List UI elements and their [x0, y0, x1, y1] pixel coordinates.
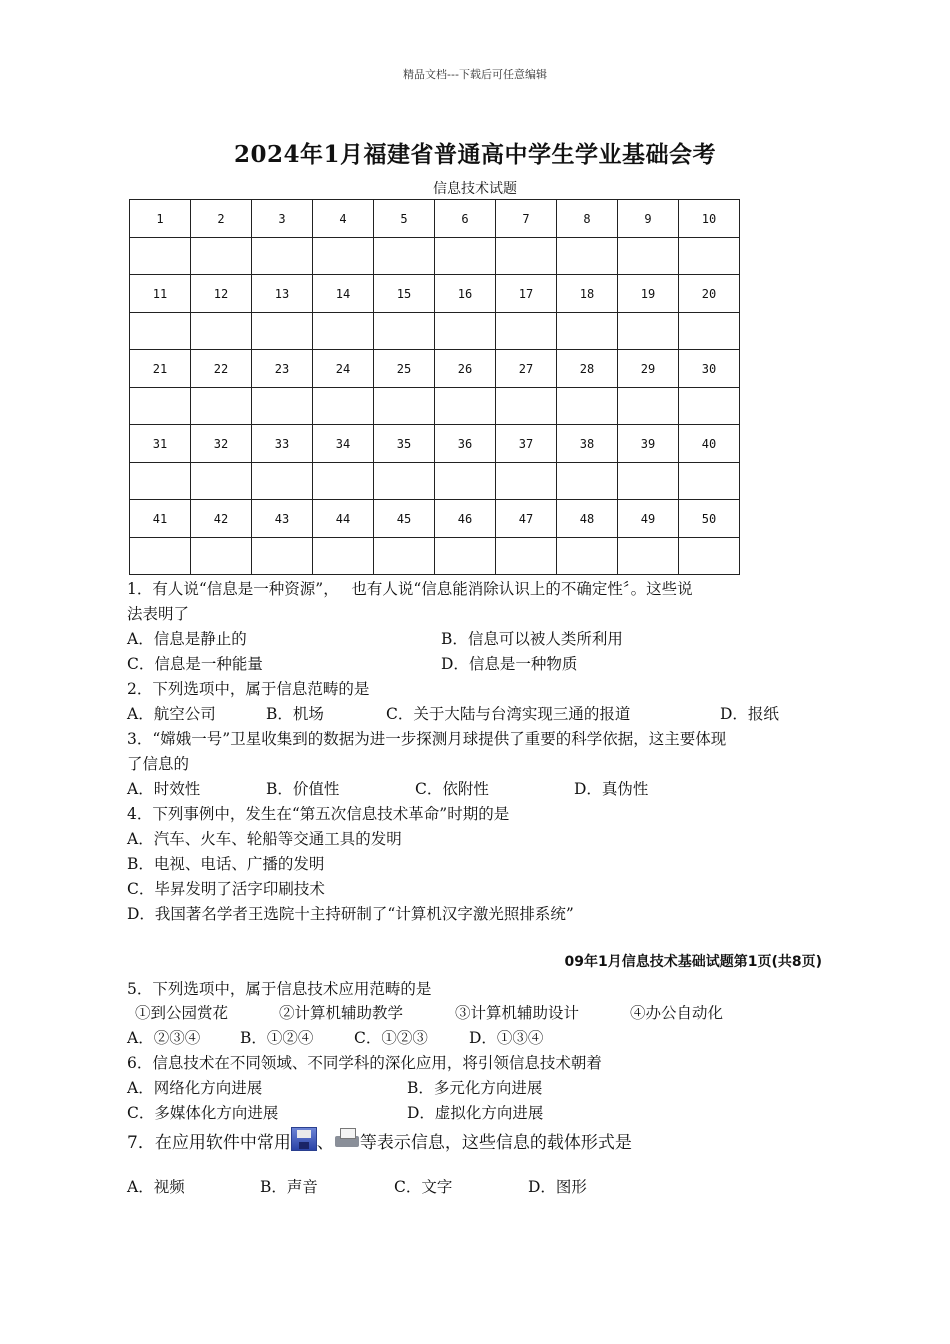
q5-option-d: D．①③④ [469, 1029, 544, 1047]
grid-question-number: 46 [435, 500, 496, 538]
q4-option-a: A．汽车、火车、轮船等交通工具的发明 [127, 830, 402, 848]
q4-stem: 4．下列事例中，发生在“第五次信息技术革命”时期的是 [127, 805, 510, 823]
print-icon [334, 1127, 360, 1151]
q5-option-c: C．①②③ [354, 1029, 428, 1047]
grid-question-number: 39 [618, 425, 679, 463]
grid-question-number: 47 [496, 500, 557, 538]
grid-answer-cell[interactable] [191, 538, 252, 575]
q3-option-c: C．依附性 [415, 780, 489, 798]
grid-question-number: 6 [435, 200, 496, 238]
grid-question-number: 41 [130, 500, 191, 538]
grid-question-number: 31 [130, 425, 191, 463]
grid-question-number: 12 [191, 275, 252, 313]
grid-answer-cell[interactable] [252, 463, 313, 500]
grid-question-number: 14 [313, 275, 374, 313]
grid-question-number: 24 [313, 350, 374, 388]
grid-question-number: 20 [679, 275, 740, 313]
grid-answer-cell[interactable] [191, 313, 252, 350]
q6-stem: 6．信息技术在不同领域、不同学科的深化应用，将引领信息技术朝着 [127, 1054, 602, 1072]
grid-answer-cell[interactable] [557, 388, 618, 425]
grid-number-row [130, 500, 740, 538]
grid-question-number: 22 [191, 350, 252, 388]
grid-question-number: 2 [191, 200, 252, 238]
grid-answer-cell[interactable] [557, 538, 618, 575]
q1-stem-line2: 法表明了 [127, 605, 190, 623]
q6-option-a: A．网络化方向进展 [127, 1079, 263, 1097]
q2-option-a: A．航空公司 [127, 705, 216, 723]
grid-question-number: 16 [435, 275, 496, 313]
grid-answer-cell[interactable] [130, 313, 191, 350]
grid-answer-cell[interactable] [374, 313, 435, 350]
q7-stem [127, 1127, 632, 1153]
grid-answer-cell[interactable] [191, 238, 252, 275]
grid-answer-cell[interactable] [496, 538, 557, 575]
grid-question-number: 4 [313, 200, 374, 238]
grid-question-number: 21 [130, 350, 191, 388]
grid-question-number: 18 [557, 275, 618, 313]
grid-question-number: 3 [252, 200, 313, 238]
save-icon [291, 1127, 317, 1151]
grid-answer-cell[interactable] [679, 463, 740, 500]
q4-option-c: C．毕昇发明了活字印刷技术 [127, 880, 325, 898]
grid-answer-row [130, 538, 740, 575]
grid-answer-cell[interactable] [557, 238, 618, 275]
grid-question-number: 27 [496, 350, 557, 388]
grid-number-row [130, 200, 740, 238]
grid-answer-cell[interactable] [618, 388, 679, 425]
grid-answer-row [130, 388, 740, 425]
q7-option-c: C．文字 [394, 1178, 453, 1196]
grid-question-number: 29 [618, 350, 679, 388]
q2-stem: 2．下列选项中，属于信息范畴的是 [127, 680, 370, 698]
grid-answer-cell[interactable] [374, 388, 435, 425]
grid-question-number: 37 [496, 425, 557, 463]
grid-answer-cell[interactable] [435, 388, 496, 425]
grid-answer-cell[interactable] [618, 538, 679, 575]
answer-grid-body [130, 200, 740, 575]
q5-item-4: ④办公自动化 [630, 1004, 724, 1022]
grid-answer-cell[interactable] [435, 238, 496, 275]
grid-answer-cell[interactable] [679, 388, 740, 425]
grid-question-number: 33 [252, 425, 313, 463]
q4-option-d: D．我国著名学者王选院十主持研制了“计算机汉字激光照排系统” [127, 905, 574, 923]
grid-answer-cell[interactable] [130, 388, 191, 425]
grid-question-number: 9 [618, 200, 679, 238]
grid-answer-cell[interactable] [435, 313, 496, 350]
page-footer: 09年1月信息技术基础试题第1页(共8页) [564, 954, 822, 970]
grid-question-number: 35 [374, 425, 435, 463]
grid-answer-cell[interactable] [374, 238, 435, 275]
grid-answer-cell[interactable] [679, 538, 740, 575]
q6-option-b: B．多元化方向进展 [407, 1079, 543, 1097]
q7-stem-separator: 、 [316, 1133, 334, 1153]
q6-option-c: C．多媒体化方向进展 [127, 1104, 279, 1122]
grid-answer-cell[interactable] [679, 313, 740, 350]
q3-option-b: B．价值性 [266, 780, 340, 798]
answer-grid [129, 199, 740, 575]
q5-item-1: ①到公园赏花 [135, 1004, 229, 1022]
grid-question-number: 11 [130, 275, 191, 313]
grid-answer-cell[interactable] [252, 388, 313, 425]
q5-option-a: A．②③④ [127, 1029, 201, 1047]
grid-number-row [130, 275, 740, 313]
grid-question-number: 28 [557, 350, 618, 388]
q5-item-2: ②计算机辅助教学 [279, 1004, 404, 1022]
grid-question-number: 45 [374, 500, 435, 538]
q6-option-d: D．虚拟化方向进展 [407, 1104, 544, 1122]
grid-answer-cell[interactable] [496, 313, 557, 350]
grid-answer-cell[interactable] [313, 463, 374, 500]
page-subtitle: 信息技术试题 [433, 181, 517, 197]
grid-answer-cell[interactable] [435, 463, 496, 500]
grid-answer-cell[interactable] [496, 238, 557, 275]
page-title: 2024年1月福建省普通高中学生学业基础会考 [233, 141, 717, 168]
grid-question-number: 8 [557, 200, 618, 238]
grid-answer-cell[interactable] [130, 238, 191, 275]
grid-question-number: 1 [130, 200, 191, 238]
grid-question-number: 42 [191, 500, 252, 538]
grid-answer-cell[interactable] [313, 238, 374, 275]
grid-answer-cell[interactable] [435, 538, 496, 575]
grid-answer-cell[interactable] [679, 238, 740, 275]
grid-answer-cell[interactable] [252, 238, 313, 275]
grid-answer-cell[interactable] [252, 313, 313, 350]
grid-answer-cell[interactable] [130, 463, 191, 500]
grid-answer-cell[interactable] [130, 538, 191, 575]
header-note: 精品文档---下载后可任意编辑 [403, 68, 547, 81]
grid-answer-cell[interactable] [496, 463, 557, 500]
grid-question-number: 38 [557, 425, 618, 463]
q4-option-b: B．电视、电话、广播的发明 [127, 855, 325, 873]
grid-question-number: 36 [435, 425, 496, 463]
q1-option-b: B．信息可以被人类所利用 [441, 630, 623, 648]
grid-question-number: 5 [374, 200, 435, 238]
grid-question-number: 49 [618, 500, 679, 538]
grid-number-row [130, 350, 740, 388]
grid-question-number: 25 [374, 350, 435, 388]
grid-answer-cell[interactable] [191, 388, 252, 425]
grid-question-number: 48 [557, 500, 618, 538]
grid-question-number: 43 [252, 500, 313, 538]
grid-answer-cell[interactable] [252, 538, 313, 575]
grid-question-number: 50 [679, 500, 740, 538]
grid-question-number: 17 [496, 275, 557, 313]
grid-question-number: 10 [679, 200, 740, 238]
q3-option-d: D．真伪性 [574, 780, 649, 798]
grid-question-number: 40 [679, 425, 740, 463]
q3-stem-line2: 了信息的 [127, 755, 190, 773]
q7-stem-start: 7．在应用软件中常用 [127, 1133, 291, 1153]
q2-option-b: B．机场 [266, 705, 324, 723]
grid-question-number: 34 [313, 425, 374, 463]
grid-answer-cell[interactable] [496, 388, 557, 425]
q7-stem-end: 等表示信息，这些信息的载体形式是 [359, 1133, 632, 1153]
q2-option-c: C．关于大陆与台湾实现三通的报道 [386, 705, 631, 723]
grid-answer-row [130, 238, 740, 275]
q5-stem: 5．下列选项中，属于信息技术应用范畴的是 [127, 980, 432, 998]
q3-stem-line1: 3．“嫦娥一号”卫星收集到的数据为进一步探测月球提供了重要的科学依据，这主要体现 [127, 730, 727, 748]
q5-option-b: B．①②④ [240, 1029, 314, 1047]
grid-answer-cell[interactable] [313, 313, 374, 350]
grid-answer-cell[interactable] [374, 463, 435, 500]
q1-option-d: D．信息是一种物质 [441, 655, 578, 673]
grid-question-number: 7 [496, 200, 557, 238]
q2-option-d: D．报纸 [720, 705, 779, 723]
grid-question-number: 15 [374, 275, 435, 313]
q7-option-a: A．视频 [127, 1178, 185, 1196]
q7-option-b: B．声音 [260, 1178, 318, 1196]
grid-answer-row [130, 463, 740, 500]
grid-question-number: 13 [252, 275, 313, 313]
q3-option-a: A．时效性 [127, 780, 201, 798]
q5-item-3: ③计算机辅助设计 [455, 1004, 580, 1022]
grid-number-row [130, 425, 740, 463]
q1-option-c: C．信息是一种能量 [127, 655, 263, 673]
grid-answer-cell[interactable] [191, 463, 252, 500]
grid-question-number: 30 [679, 350, 740, 388]
grid-answer-row [130, 313, 740, 350]
grid-answer-cell[interactable] [374, 538, 435, 575]
grid-answer-cell[interactable] [618, 313, 679, 350]
grid-question-number: 32 [191, 425, 252, 463]
grid-question-number: 19 [618, 275, 679, 313]
q1-stem-line1: 1．有人说“信息是一种资源”， 也有人说“信息能消除认识上的不确定性〞。这些说 [127, 580, 693, 598]
grid-answer-cell[interactable] [313, 538, 374, 575]
grid-answer-cell[interactable] [618, 238, 679, 275]
grid-answer-cell[interactable] [557, 463, 618, 500]
grid-question-number: 44 [313, 500, 374, 538]
grid-question-number: 23 [252, 350, 313, 388]
grid-answer-cell[interactable] [618, 463, 679, 500]
grid-answer-cell[interactable] [313, 388, 374, 425]
grid-answer-cell[interactable] [557, 313, 618, 350]
q7-option-d: D．图形 [528, 1178, 587, 1196]
grid-question-number: 26 [435, 350, 496, 388]
q1-option-a: A．信息是静止的 [127, 630, 247, 648]
